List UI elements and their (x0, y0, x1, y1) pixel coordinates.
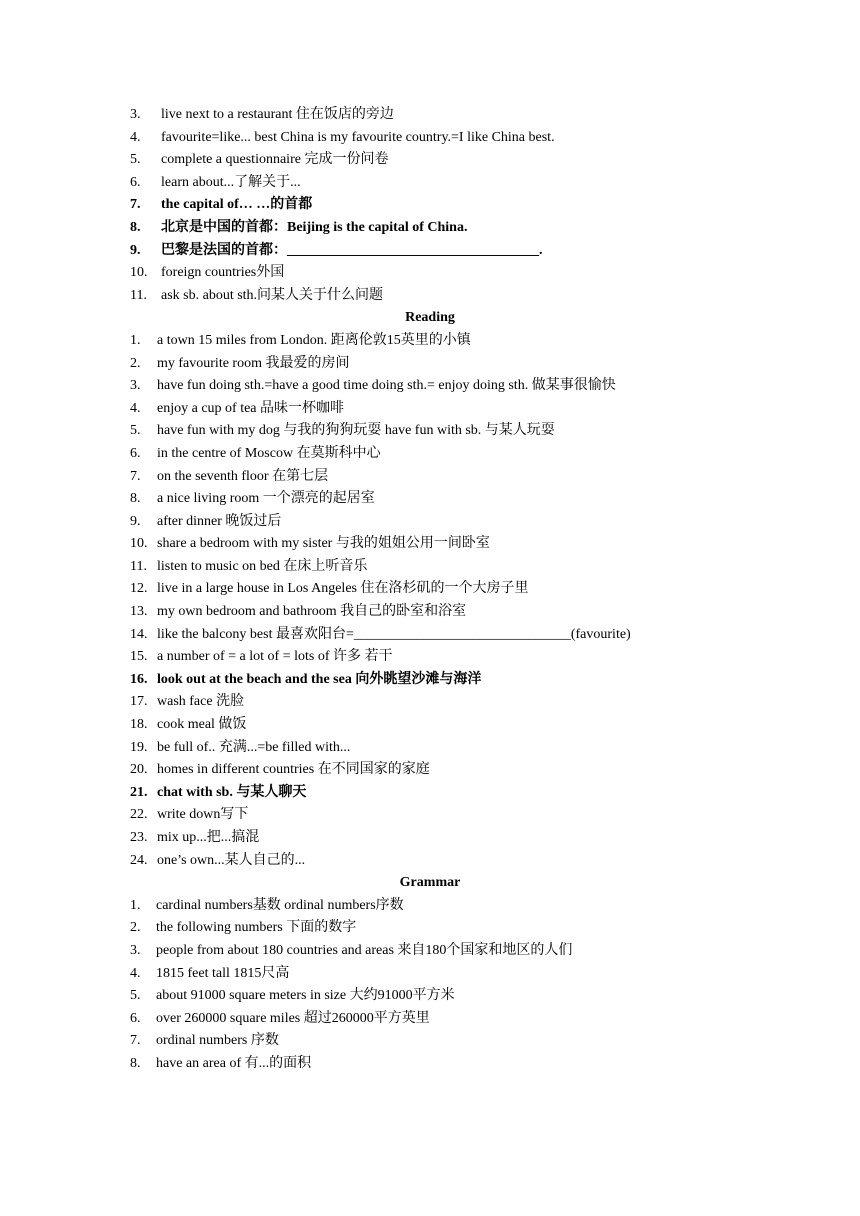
list-item (0, 375, 860, 398)
list-item-number: 11. (130, 558, 147, 574)
list-item (0, 963, 860, 986)
list-item-text: a number of = a lot of = lots of 许多 若干 (157, 649, 393, 665)
list-item-number: 4. (130, 965, 141, 981)
list-item-number: 6. (130, 174, 141, 190)
list-item (0, 917, 860, 940)
list-item-text: over 260000 square miles 超过260000平方英里 (156, 1010, 430, 1026)
list-item (0, 194, 860, 217)
list-item (0, 443, 860, 466)
list-item-number: 1. (130, 332, 141, 348)
list-item-number: 5. (130, 988, 141, 1004)
list-item (0, 262, 860, 285)
list-item-number: 4. (130, 400, 141, 416)
section-heading: Reading (405, 310, 455, 326)
list-item (0, 850, 860, 873)
list-item (0, 466, 860, 489)
list-item-number: 16. (130, 671, 148, 687)
list-item (0, 804, 860, 827)
list-item (0, 172, 860, 195)
list-item (0, 1053, 860, 1076)
list-item-number: 1. (130, 897, 141, 913)
list-item-number: 21. (130, 784, 148, 800)
list-item-number: 17. (130, 694, 148, 710)
list-item-text: ask sb. about sth.问某人关于什么问题 (161, 287, 384, 303)
list-item-text: listen to music on bed 在床上听音乐 (157, 558, 368, 574)
list-item-text: wash face 洗脸 (157, 694, 245, 710)
list-item (0, 737, 860, 760)
list-item-text: share a bedroom with my sister 与我的姐姐公用一间卧室 (157, 536, 490, 552)
list-item (0, 646, 860, 669)
list-item (0, 285, 860, 308)
list-item-text: after dinner 晚饭过后 (157, 513, 282, 529)
list-item-number: 5. (130, 152, 141, 168)
list-item (0, 782, 860, 805)
list-item (0, 217, 860, 240)
list-item-number: 6. (130, 1010, 141, 1026)
list-item-number: 2. (130, 355, 141, 371)
list-item-number: 7. (130, 468, 141, 484)
list-item-text: mix up...把...搞混 (157, 830, 260, 845)
list-item (0, 533, 860, 556)
list-item-text: the capital of… …的首都 (161, 197, 313, 213)
list-item (0, 556, 860, 579)
list-item-text: enjoy a cup of tea 品味一杯咖啡 (157, 400, 345, 416)
list-item (0, 511, 860, 534)
list-item-number: 2. (130, 920, 141, 936)
list-item-number: 20. (130, 762, 148, 778)
section-grammar (0, 872, 860, 1075)
list-item (0, 759, 860, 782)
list-item-text: be full of.. 充满...=be filled with... (157, 739, 351, 755)
list-item-number: 12. (130, 581, 148, 597)
list-item (0, 398, 860, 421)
list-item-text: my favourite room 我最爱的房间 (157, 355, 350, 371)
list-item (0, 127, 860, 150)
document-page (0, 104, 860, 1076)
section-vocabulary (0, 104, 860, 307)
list-item (0, 488, 860, 511)
list-item-number: 6. (130, 445, 141, 461)
list-item-text: on the seventh floor 在第七层 (157, 468, 329, 484)
list-item-text: have fun doing sth.=have a good time doing sth.= enjoy doing sth. 做某事很愉快 (157, 378, 616, 394)
list-item-number: 10. (130, 265, 148, 281)
list-item-number: 5. (130, 423, 141, 439)
list-item-text: 北京是中国的首都：Beijing is the capital of China. (161, 219, 468, 235)
list-item-number: 11. (130, 287, 147, 303)
list-item-number: 9. (130, 242, 141, 258)
list-item-text: in the centre of Moscow 在莫斯科中心 (157, 445, 381, 461)
list-item-text: about 91000 square meters in size 大约91000平方米 (156, 988, 455, 1004)
list-item-number: 8. (130, 491, 141, 507)
list-item-text: like the balcony best 最喜欢阳台=_______________________________(favourite) (157, 626, 631, 642)
list-item-number: 3. (130, 942, 141, 958)
list-item-text: ordinal numbers 序数 (156, 1033, 279, 1049)
list-item-text: complete a questionnaire 完成一份问卷 (161, 152, 389, 168)
section-heading: Grammar (399, 875, 461, 891)
list-item-text: the following numbers 下面的数字 (156, 920, 357, 936)
list-item-number: 8. (130, 1055, 141, 1071)
list-item (0, 330, 860, 353)
list-item-number: 9. (130, 513, 141, 529)
list-item-text: one’s own...某人自己的... (157, 852, 306, 868)
list-item (0, 104, 860, 127)
list-item-text: live in a large house in Los Angeles 住在洛杉矶的一个大房子里 (157, 581, 529, 597)
list-item-text: look out at the beach and the sea 向外眺望沙滩与海洋 (157, 671, 482, 687)
list-item (0, 714, 860, 737)
section-reading (0, 307, 860, 872)
list-item-text: have fun with my dog 与我的狗狗玩耍 have fun with sb. 与某人玩耍 (157, 423, 555, 439)
list-item-number: 23. (130, 830, 148, 845)
list-item-number: 4. (130, 129, 141, 145)
list-item-number: 24. (130, 852, 148, 868)
list-item-text: my own bedroom and bathroom 我自己的卧室和浴室 (157, 604, 467, 620)
list-item (0, 353, 860, 376)
list-item-number: 18. (130, 717, 148, 733)
list-item-text: 1815 feet tall 1815尺高 (156, 965, 290, 981)
list-item (0, 601, 860, 624)
list-item (0, 624, 860, 647)
list-item-text: live next to a restaurant 住在饭店的旁边 (161, 107, 394, 122)
list-item (0, 691, 860, 714)
list-item-number: 10. (130, 536, 148, 552)
list-item-text: 巴黎是法国的首都：____________________________________. (161, 242, 543, 258)
list-item (0, 149, 860, 172)
list-item-text: chat with sb. 与某人聊天 (157, 784, 307, 800)
list-item-number: 22. (130, 807, 148, 823)
list-item-text: cook meal 做饭 (157, 717, 247, 733)
list-item-text: write down写下 (157, 807, 249, 823)
list-item-text: homes in different countries 在不同国家的家庭 (157, 762, 430, 778)
list-item-text: people from about 180 countries and areas 来自180个国家和地区的人们 (156, 942, 573, 958)
list-item-text: learn about...了解关于... (161, 174, 301, 190)
list-item (0, 1008, 860, 1031)
list-item (0, 895, 860, 918)
list-item (0, 420, 860, 443)
list-item-number: 19. (130, 739, 148, 755)
list-item-number: 3. (130, 378, 141, 394)
list-item-number: 8. (130, 219, 141, 235)
list-item-number: 13. (130, 604, 148, 620)
list-item (0, 1030, 860, 1053)
list-item-number: 15. (130, 649, 148, 665)
list-item-text: foreign countries外国 (161, 265, 285, 281)
list-item (0, 578, 860, 601)
list-item-text: favourite=like... best China is my favourite country.=I like China best. (161, 129, 555, 145)
list-item-text: a town 15 miles from London. 距离伦敦15英里的小镇 (157, 332, 471, 348)
list-item-text: a nice living room 一个漂亮的起居室 (157, 491, 375, 507)
list-item-number: 14. (130, 626, 148, 642)
list-item-number: 7. (130, 197, 141, 213)
list-item (0, 669, 860, 692)
list-item (0, 240, 860, 263)
list-item (0, 985, 860, 1008)
list-item-number: 3. (130, 107, 141, 122)
list-item (0, 940, 860, 963)
list-item-text: cardinal numbers基数 ordinal numbers序数 (156, 897, 404, 913)
list-item-text: have an area of 有...的面积 (156, 1055, 312, 1071)
list-item (0, 827, 860, 850)
list-item-number: 7. (130, 1033, 141, 1049)
